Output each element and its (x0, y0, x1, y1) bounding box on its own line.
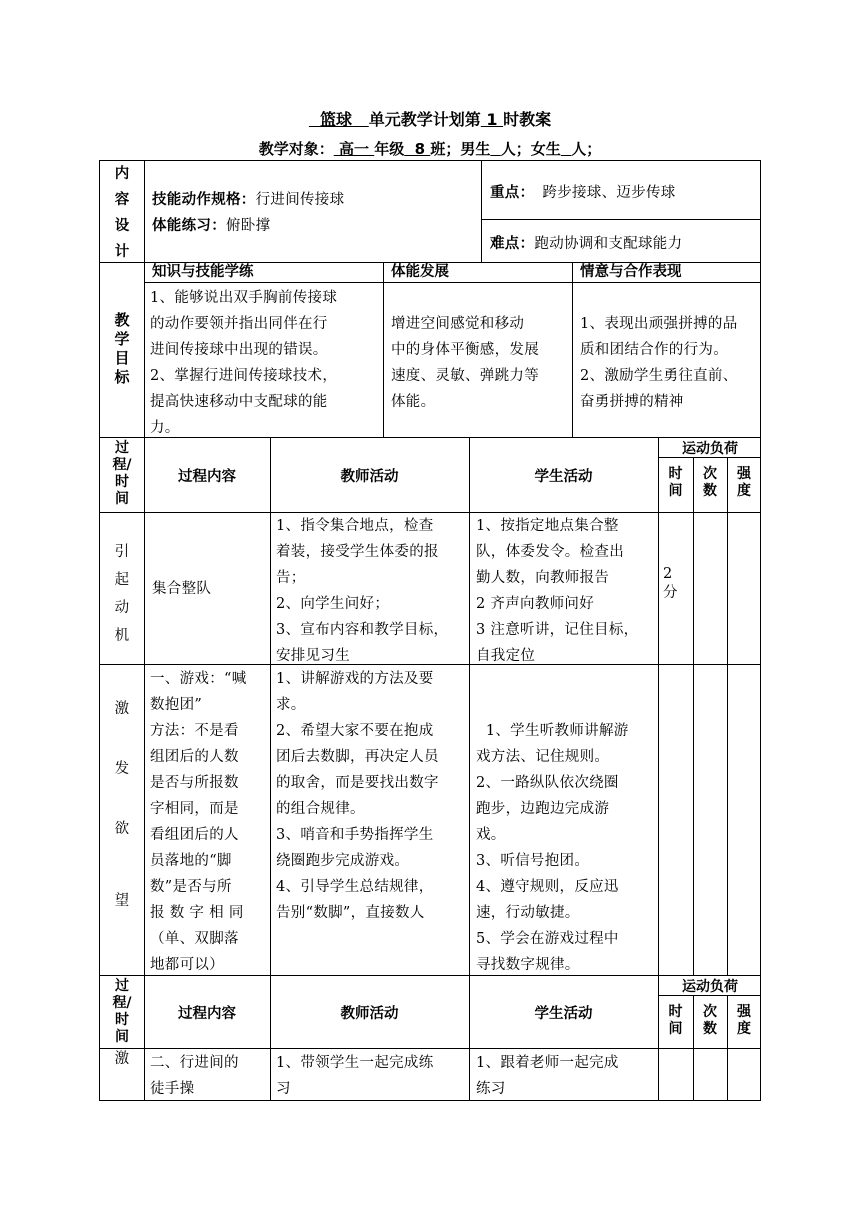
target-label: 教学对象： (258, 140, 334, 158)
knowledge-skill-content: 1、能够说出双手胸前传接球 的动作要领并指出同伴在行 进间传接球中出现的错误。 2、掌握行进间传接球技术， 提高快速移动中支配球的能 力。 (150, 290, 338, 436)
stage2-student-activity: 1、学生听教师讲解游 戏方法、记住规则。 2、一路纵队依次绕圈 跑步，边跑边完成游 戏。 3、听信号抱团。 4、遵守规则，反应迅 速，行动敏捷。 5、学会在游戏过程中 寻找数字规律。 (476, 723, 629, 973)
knowledge-skill-header: 知识与技能学练 (152, 264, 254, 280)
male-unit: 人；女生 (500, 140, 561, 158)
fitness-label: 体能练习： (152, 218, 226, 234)
exercise-load-header: 运动负荷 (682, 978, 738, 995)
stage3-content: 二、行进间的 徒手操 (150, 1055, 239, 1097)
process-table-2 (99, 975, 761, 1101)
stage1-teacher-activity: 1、指令集合地点，检查 着装，接受学生体委的报 告； 2、向学生问好； 3、宣布内容和教学目标， 安排见习生 (276, 518, 449, 664)
student-activity-header: 学生活动 (534, 468, 593, 485)
fitness-practice (152, 213, 270, 239)
objectives-section (99, 262, 761, 438)
process-time-header: 过 程/ 时 间 (112, 440, 132, 507)
female-unit: 人； (571, 140, 602, 158)
grade-label: 年级 (374, 140, 405, 158)
fitness-value: 俯卧撑 (226, 218, 271, 234)
key-point (490, 180, 676, 206)
class-label: 班；男生 (430, 140, 491, 158)
stage3-label: 激 (114, 1051, 130, 1067)
difficulty-label: 难点： (490, 236, 535, 252)
stage1-time: 2 分 (663, 566, 678, 601)
title-sport: 篮球 (320, 110, 353, 129)
skill-spec (152, 187, 344, 213)
title-lesson-number: 1 (480, 110, 504, 129)
title-end: 时教案 (503, 110, 552, 129)
stage2-content: 一、游戏：“喊 数抱团” 方法：不是看 组团后的人数 是否与所报数 字相同，而是 看组团后的人 员落地的“脚 数”是否与所 报 数 字 相 同 （单、双脚落 地都可以） (150, 671, 247, 973)
difficulty-point (490, 231, 682, 257)
stage1-content: 集合整队 (152, 581, 212, 597)
content-design-section (99, 160, 761, 263)
key-value: 跨步接球、迈步传球 (542, 185, 676, 201)
count-header: 次 数 (703, 1004, 717, 1037)
teacher-activity-header: 教师活动 (340, 1005, 399, 1022)
target-grade: 高一 (333, 140, 375, 158)
stage3-teacher-activity: 1、带领学生一起完成练 习 (276, 1055, 434, 1097)
process-table-1 (99, 437, 761, 976)
male-count-blank (490, 140, 500, 158)
title-blank (309, 110, 320, 129)
target-class: 8 (404, 140, 431, 158)
attitude-cooperation-header: 情意与合作表现 (580, 264, 682, 280)
exercise-load-header: 运动负荷 (682, 440, 738, 457)
skill-label: 技能动作规格： (152, 192, 256, 208)
title-blank (352, 110, 369, 129)
key-label: 重点： (490, 185, 535, 201)
stage2-teacher-activity: 1、讲解游戏的方法及要 求。 2、希望大家不要在抱成 团后去数脚，再决定人员 的取舍，而是要找出数字 的组合规律。 3、哨音和手势指挥学生 绕圈跑步完成游戏。 4、引导学生总结规律， 告别“数脚”，直接数人 (276, 671, 439, 921)
objectives-label: 教 学 目 标 (114, 311, 130, 386)
stage2-label: 激 发 欲 望 (114, 701, 130, 909)
teacher-activity-header: 教师活动 (340, 468, 399, 485)
attitude-cooperation-content: 1、表现出顽强拼搏的品 质和团结合作的行为。 2、激励学生勇往直前、 奋勇拼搏的精神 (580, 316, 738, 410)
document-title (0, 107, 860, 130)
stage1-student-activity: 1、按指定地点集合整 队，体委发令。检查出 勤人数，向教师报告 2 齐声向教师问好 3 注意听讲，记住目标， 自我定位 (476, 518, 639, 664)
fitness-development-header: 体能发展 (391, 264, 449, 280)
stage1-label: 引 起 动 机 (114, 544, 130, 644)
intensity-header: 强 度 (737, 466, 751, 499)
time-header: 时 间 (668, 466, 683, 499)
intensity-header: 强 度 (737, 1004, 751, 1037)
title-mid: 单元教学计划第 (368, 110, 481, 129)
difficulty-value: 跑动协调和支配球能力 (534, 236, 683, 252)
time-header: 时 间 (668, 1004, 683, 1037)
process-time-header: 过 程/ 时 间 (112, 978, 132, 1045)
content-design-label: 内 容 设 计 (114, 166, 130, 260)
fitness-development-content: 增进空间感觉和移动 中的身体平衡感，发展 速度、灵敏、弹跳力等 体能。 (391, 316, 539, 410)
female-count-blank (561, 140, 571, 158)
stage3-student-activity: 1、跟着老师一起完成 练习 (476, 1055, 619, 1097)
student-activity-header: 学生活动 (534, 1005, 593, 1022)
skill-value: 行进间传接球 (255, 192, 345, 208)
count-header: 次 数 (703, 466, 717, 499)
teaching-target-line (0, 138, 860, 159)
process-content-header: 过程内容 (178, 1005, 236, 1022)
process-content-header: 过程内容 (178, 468, 236, 485)
